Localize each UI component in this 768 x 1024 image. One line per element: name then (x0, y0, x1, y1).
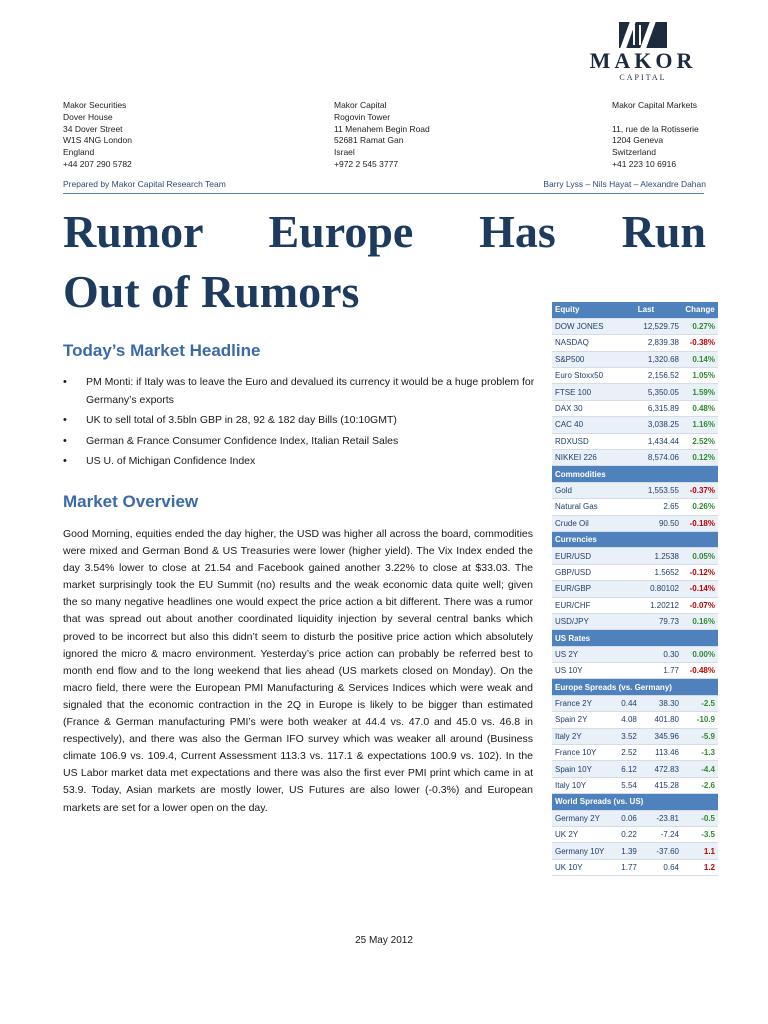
change-value: -0.14% (682, 581, 718, 597)
instrument-name: GBP/USD (552, 564, 610, 580)
table-row (552, 695, 718, 711)
change-value: -2.6 (682, 777, 718, 793)
section-label: US Rates (552, 630, 718, 646)
last-value: 1,320.68 (610, 351, 682, 367)
change-value: -4.4 (682, 761, 718, 777)
yield-value: 4.08 (610, 712, 640, 728)
last-value: 2,156.52 (610, 368, 682, 384)
change-value: -2.5 (682, 695, 718, 711)
section-header-row (552, 630, 718, 646)
table-row (552, 482, 718, 498)
address-securities (63, 100, 132, 171)
table-row (552, 417, 718, 433)
last-value: 1,434.44 (610, 433, 682, 449)
address-line: 11 Menahem Begin Road (334, 123, 430, 134)
instrument-name: NIKKEI 226 (552, 450, 610, 466)
change-value: 1.16% (682, 417, 718, 433)
change-value: 0.27% (682, 318, 718, 334)
instrument-name: CAC 40 (552, 417, 610, 433)
title-line-2: Out of Rumors (63, 266, 360, 317)
instrument-name: Natural Gas (552, 499, 610, 515)
table-row (552, 745, 718, 761)
last-value: 90.50 (610, 515, 682, 531)
last-value: 6,315.89 (610, 400, 682, 416)
last-value: 1.2538 (610, 548, 682, 564)
change-value: 1.2 (682, 859, 718, 875)
section-label: Currencies (552, 531, 718, 547)
change-value: 0.16% (682, 613, 718, 629)
spread-value: 0.64 (640, 859, 682, 875)
table-row (552, 515, 718, 531)
last-value: 0.30 (610, 646, 682, 662)
table-row (552, 384, 718, 400)
last-value: 1,553.55 (610, 482, 682, 498)
table-row (552, 564, 718, 580)
logo-name: MAKOR (589, 48, 697, 73)
address-capital (334, 100, 430, 171)
instrument-name: Crude Oil (552, 515, 610, 531)
section-header-row (552, 794, 718, 810)
change-value: -0.18% (682, 515, 718, 531)
change-value: -3.5 (682, 827, 718, 843)
section-label: Europe Spreads (vs. Germany) (552, 679, 718, 695)
yield-value: 3.52 (610, 728, 640, 744)
yield-value: 0.06 (610, 810, 640, 826)
headline-item: • PM Monti: if Italy was to leave the Euro and devalued its currency it would be a huge problem for Germany’s exports (63, 374, 543, 409)
change-value: 0.12% (682, 450, 718, 466)
instrument-name: Italy 10Y (552, 777, 610, 793)
change-value: 0.26% (682, 499, 718, 515)
table-row (552, 827, 718, 843)
table-row (552, 843, 718, 859)
change-value: -0.48% (682, 663, 718, 679)
change-value: -0.07% (682, 597, 718, 613)
instrument-name: EUR/CHF (552, 597, 610, 613)
change-value: -0.37% (682, 482, 718, 498)
table-row (552, 859, 718, 875)
address-line: W1S 4NG London (63, 135, 132, 146)
makor-capital-logo (583, 22, 703, 82)
spread-value: 401.80 (640, 712, 682, 728)
table-row (552, 728, 718, 744)
yield-value: 1.39 (610, 843, 640, 859)
change-value: 0.00% (682, 646, 718, 662)
instrument-name: NASDAQ (552, 335, 610, 351)
title-line-1: Rumor Europe Has Run (63, 206, 706, 257)
address-line: Rogovin Tower (334, 111, 391, 122)
instrument-name: France 10Y (552, 745, 610, 761)
table-row (552, 318, 718, 334)
header-divider (63, 193, 704, 194)
yield-value: 2.52 (610, 745, 640, 761)
headline-heading: Today’s Market Headline (63, 341, 261, 360)
last-value: 12,529.75 (610, 318, 682, 334)
table-row (552, 777, 718, 793)
table-row (552, 433, 718, 449)
address-line: 34 Dover Street (63, 123, 123, 134)
instrument-name: EUR/GBP (552, 581, 610, 597)
headline-item: • German & France Consumer Confidence Index, Italian Retail Sales (63, 433, 543, 451)
address-line: +972 2 545 3777 (334, 158, 399, 169)
prepared-by: Prepared by Makor Capital Research Team (63, 179, 226, 189)
table-row (552, 400, 718, 416)
instrument-name: Italy 2Y (552, 728, 610, 744)
makor-logo-icon (619, 22, 667, 48)
yield-value: 5.54 (610, 777, 640, 793)
instrument-name: Spain 2Y (552, 712, 610, 728)
instrument-name: Spain 10Y (552, 761, 610, 777)
spread-value: 415.28 (640, 777, 682, 793)
last-value: 5,350.05 (610, 384, 682, 400)
table-row (552, 761, 718, 777)
change-value: 0.48% (682, 400, 718, 416)
address-line: 1204 Geneva (612, 135, 664, 146)
change-value: -1.3 (682, 745, 718, 761)
yield-value: 1.77 (610, 859, 640, 875)
instrument-name: RDXUSD (552, 433, 610, 449)
table-row (552, 335, 718, 351)
instrument-name: Germany 2Y (552, 810, 610, 826)
change-value: 0.05% (682, 548, 718, 564)
last-value: 0.80102 (610, 581, 682, 597)
last-value: 1.5652 (610, 564, 682, 580)
instrument-name: US 2Y (552, 646, 610, 662)
table-header-row (552, 302, 718, 318)
address-line: Makor Capital Markets (612, 100, 698, 110)
address-line: +41 223 10 6916 (612, 158, 677, 169)
last-value: 1.77 (610, 663, 682, 679)
yield-value: 6.12 (610, 761, 640, 777)
header-equity: Equity (552, 302, 610, 318)
headline-list (63, 374, 543, 474)
address-capital-markets (612, 100, 699, 171)
instrument-name: UK 10Y (552, 859, 610, 875)
last-value: 2.65 (610, 499, 682, 515)
instrument-name: UK 2Y (552, 827, 610, 843)
instrument-name: Germany 10Y (552, 843, 610, 859)
table-row (552, 810, 718, 826)
spread-value: -7.24 (640, 827, 682, 843)
address-line: Makor Capital (334, 100, 387, 110)
instrument-name: FTSE 100 (552, 384, 610, 400)
headline-item: • US U. of Michigan Confidence Index (63, 453, 543, 471)
market-data-table (552, 302, 718, 876)
change-value: -0.12% (682, 564, 718, 580)
last-value: 3,038.25 (610, 417, 682, 433)
change-value: -5.9 (682, 728, 718, 744)
yield-value: 0.44 (610, 695, 640, 711)
instrument-name: USD/JPY (552, 613, 610, 629)
change-value: 2.52% (682, 433, 718, 449)
change-value: -10.9 (682, 712, 718, 728)
table-row (552, 712, 718, 728)
section-header-row (552, 679, 718, 695)
address-line: +44 207 290 5782 (63, 158, 132, 169)
table-row (552, 613, 718, 629)
section-header-row (552, 531, 718, 547)
instrument-name: Gold (552, 482, 610, 498)
address-line: Israel (334, 147, 355, 158)
instrument-name: US 10Y (552, 663, 610, 679)
last-value: 79.73 (610, 613, 682, 629)
section-label: Commodities (552, 466, 718, 482)
section-label: World Spreads (vs. US) (552, 794, 718, 810)
table-row (552, 597, 718, 613)
instrument-name: EUR/USD (552, 548, 610, 564)
overview-text: Good Morning, equities ended the day higher, the USD was higher all across the board, commodities were mixed and German Bond & US Treasuries were lower (higher yield). The Vix Index ended the day 3.54% lower to close at 21.54 and Facebook gained another 3.22% to close at $33.03. The market surprisingly took the EU Summit (no) results and the weak economic data quite well; given the so many negative headlines one would expect the price action a bit different. There was a rumor that was spread out about another coordinated liquidity injection by several central banks which proved to be incorrect but also this didn’t seem to disturb the positive price action which absolutely ignored the micro & macro environment. Yesterday’s price action can probably be referred best to month end flow and to the long weekend that lies ahead (US markets closed on Monday). On the macro field, there were the European PMI Manufacturing & Services Indices which were weak and signaled that the economic contraction in the 2Q in Europe is likely to be bigger than estimated (France & German manufacturing PMI’s were both weaker at 44.4 vs. 47.0 and 45.0 vs. 46.8 in respectively), and there was also the German IFO survey which was weaker all around (Business climate 106.9 vs. 109.4, Current Assessment 113.3 vs. 117.1 & expectations 100.9 vs. 102). In the US Labor market data met expectations and there was also the first ever PMI print which came in at 53.9. Today, Asian markets are mostly lower, US Futures are also lower (-0.3%) and European markets are set for a lower open on the day. (63, 528, 533, 814)
change-value: 1.1 (682, 843, 718, 859)
table-row (552, 548, 718, 564)
address-line: England (63, 147, 95, 158)
table-row (552, 646, 718, 662)
last-value: 1.20212 (610, 597, 682, 613)
header-last: Last (610, 302, 682, 318)
address-line: 52681 Ramat Gan (334, 135, 404, 146)
spread-value: 345.96 (640, 728, 682, 744)
change-value: -0.38% (682, 335, 718, 351)
table-row (552, 663, 718, 679)
section-header-row (552, 466, 718, 482)
overview-heading: Market Overview (63, 492, 199, 511)
change-value: 1.05% (682, 368, 718, 384)
address-line: Makor Securities (63, 100, 127, 110)
spread-value: -37.60 (640, 843, 682, 859)
spread-value: 38.30 (640, 695, 682, 711)
yield-value: 0.22 (610, 827, 640, 843)
spread-value: 472.83 (640, 761, 682, 777)
change-value: -0.5 (682, 810, 718, 826)
table-row (552, 499, 718, 515)
spread-value: 113.46 (640, 745, 682, 761)
change-value: 0.14% (682, 351, 718, 367)
table-row (552, 450, 718, 466)
table-row (552, 581, 718, 597)
report-date: 25 May 2012 (355, 935, 413, 946)
authors: Barry Lyss – Nils Hayat – Alexandre Dahan (543, 179, 706, 189)
instrument-name: France 2Y (552, 695, 610, 711)
header-change: Change (682, 302, 718, 318)
address-spacer (612, 112, 699, 124)
address-line: 11, rue de la Rotisserie (612, 123, 699, 134)
logo-subtitle: CAPITAL (619, 73, 667, 82)
spread-value: -23.81 (640, 810, 682, 826)
table-row (552, 351, 718, 367)
instrument-name: DAX 30 (552, 400, 610, 416)
headline-item: • UK to sell total of 3.5bln GBP in 28, 92 & 182 day Bills (10:10GMT) (63, 412, 543, 430)
instrument-name: S&P500 (552, 351, 610, 367)
instrument-name: Euro Stoxx50 (552, 368, 610, 384)
instrument-name: DOW JONES (552, 318, 610, 334)
last-value: 2,839.38 (610, 335, 682, 351)
last-value: 8,574.06 (610, 450, 682, 466)
table-row (552, 368, 718, 384)
address-line: Dover House (63, 111, 113, 122)
address-line: Switzerland (612, 147, 656, 158)
change-value: 1.59% (682, 384, 718, 400)
